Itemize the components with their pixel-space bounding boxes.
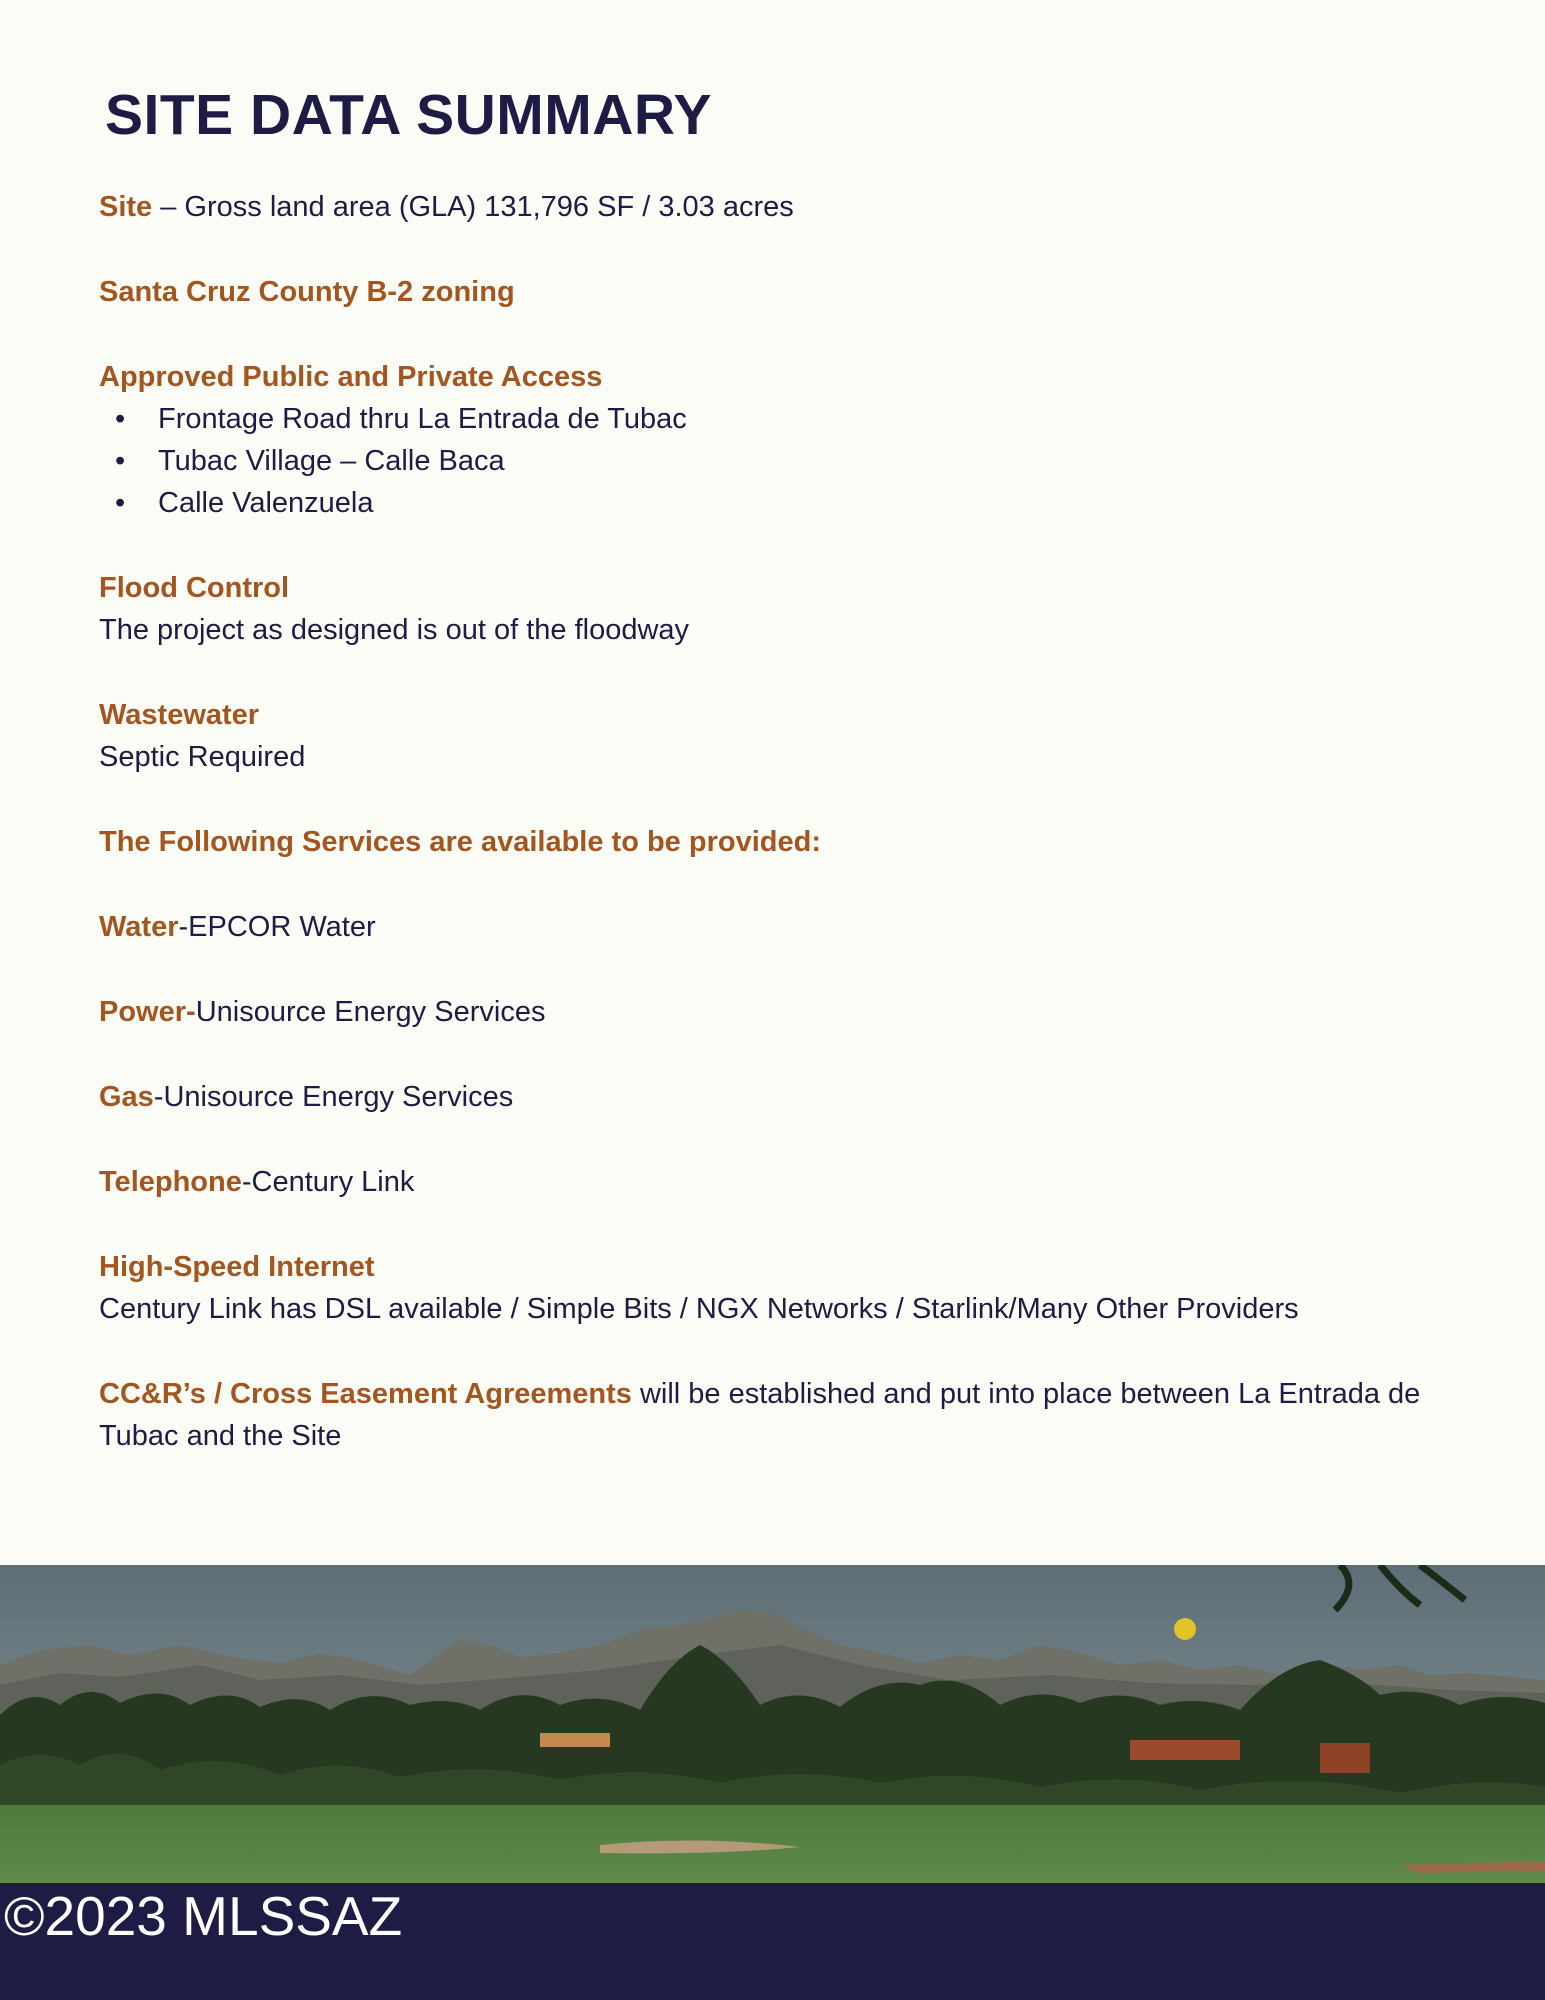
list-item: • Tubac Village – Calle Baca bbox=[99, 440, 1459, 482]
power-service bbox=[99, 991, 1459, 1033]
ccr-section bbox=[99, 1373, 1459, 1457]
page-title: SITE DATA SUMMARY bbox=[105, 83, 712, 147]
landscape-photo bbox=[0, 1565, 1545, 1883]
power-text: Unisource Energy Services bbox=[195, 996, 546, 1028]
water-text: -EPCOR Water bbox=[178, 911, 376, 943]
zoning bbox=[99, 271, 1459, 313]
water-label: Water bbox=[99, 911, 179, 943]
zoning-label: Santa Cruz County B-2 zoning bbox=[99, 276, 515, 308]
internet-label: High-Speed Internet bbox=[99, 1251, 375, 1283]
ccr-label: CC&R’s / Cross Easement Agreements bbox=[99, 1378, 632, 1410]
services-heading bbox=[99, 821, 1459, 863]
flood-label: Flood Control bbox=[99, 572, 290, 604]
list-item: • Frontage Road thru La Entrada de Tubac bbox=[99, 398, 1459, 440]
site-data-content bbox=[99, 186, 1459, 1500]
access-list bbox=[99, 398, 1459, 524]
power-label: Power- bbox=[99, 996, 196, 1028]
footer-bar bbox=[0, 1883, 1545, 2000]
telephone-service bbox=[99, 1161, 1459, 1203]
telephone-text: -Century Link bbox=[241, 1166, 415, 1198]
internet-text: Century Link has DSL available / Simple Bits / NGX Networks / Starlink/Many Other Providers bbox=[99, 1293, 1299, 1325]
list-item: • Calle Valenzuela bbox=[99, 482, 1459, 524]
copyright-text: ©2023 MLSSAZ bbox=[4, 1885, 403, 1947]
site-label: Site bbox=[99, 191, 153, 223]
wastewater-section bbox=[99, 694, 1459, 778]
water-service bbox=[99, 906, 1459, 948]
wastewater-label: Wastewater bbox=[99, 699, 260, 731]
site-area bbox=[99, 186, 1459, 228]
services-heading-label: The Following Services are available to be provided: bbox=[99, 826, 821, 858]
gas-service bbox=[99, 1076, 1459, 1118]
access-section bbox=[99, 356, 1459, 524]
flood-text: The project as designed is out of the floodway bbox=[99, 614, 690, 646]
gas-label: Gas bbox=[99, 1081, 154, 1113]
site-text: – Gross land area (GLA) 131,796 SF / 3.03 acres bbox=[152, 191, 794, 223]
access-label: Approved Public and Private Access bbox=[99, 361, 603, 393]
flood-section bbox=[99, 567, 1459, 651]
internet-section bbox=[99, 1246, 1459, 1330]
gas-text: -Unisource Energy Services bbox=[153, 1081, 514, 1113]
ccr-text: will be established and put into place between La Entrada de Tubac and the Site bbox=[99, 1378, 1421, 1452]
telephone-label: Telephone bbox=[99, 1166, 242, 1198]
wastewater-text: Septic Required bbox=[99, 741, 306, 773]
